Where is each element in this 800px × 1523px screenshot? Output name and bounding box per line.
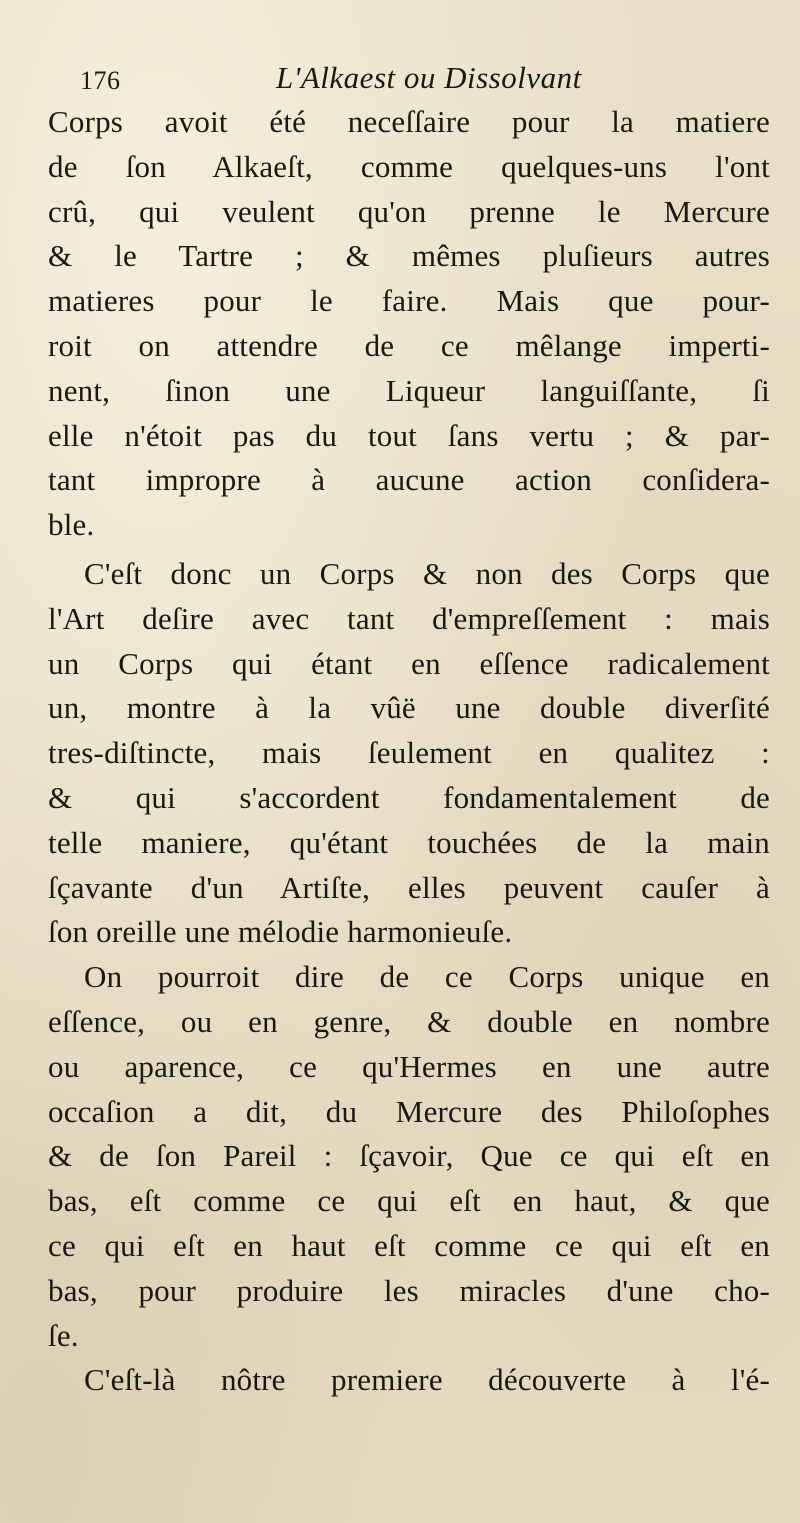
text-line: un Corps qui étant en eſſence radicalement [48,645,770,681]
text-line: tant impropre à aucune action conſidera- [48,462,770,498]
paragraph-4 [48,1358,770,1403]
text-line: On pourroit dire de ce Corps unique en [84,959,770,995]
page-number: 176 [80,66,121,95]
text-line: & qui s'accordent fondamentalement de [48,779,770,815]
body-text [48,100,770,1403]
text-line: roit on attendre de ce mêlange imperti- [48,327,770,363]
text-line: elle n'étoit pas du tout ſans vertu ; & par- [48,417,770,453]
text-line: crû, qui veulent qu'on prenne le Mercure [48,193,770,229]
text-line: tres-diſtincte, mais ſeulement en qualitez : [48,735,770,771]
text-line: & le Tartre ; & mêmes pluſieurs autres [48,238,770,274]
text-line: nent, ſinon une Liqueur languiſſante, ſi [48,372,770,408]
text-line: matieres pour le faire. Mais que pour- [48,283,770,319]
text-line: de ſon Alkaeſt, comme quelques-uns l'ont [48,148,770,184]
text-line: ou aparence, ce qu'Hermes en une autre [48,1048,770,1084]
paragraph-3 [48,955,770,1358]
text-line: occaſion a dit, du Mercure des Philoſophes [48,1093,770,1129]
text-line: bas, eſt comme ce qui eſt en haut, & que [48,1183,770,1219]
text-line: ce qui eſt en haut eſt comme ce qui eſt en [48,1227,770,1263]
text-line: bas, pour produire les miracles d'une cho- [48,1272,770,1308]
text-line: C'eſt donc un Corps & non des Corps que [84,555,770,591]
text-line: & de ſon Pareil : ſçavoir, Que ce qui eſt en [48,1138,770,1174]
text-line: Corps avoit été neceſſaire pour la matiere [48,104,770,139]
text-line: un, montre à la vûë une double diverſité [48,690,770,726]
paragraph-2 [48,552,770,955]
text-line: l'Art deſire avec tant d'empreſſement : mais [48,600,770,636]
running-title: L'Alkaest ou Dissolvant [276,60,582,95]
text-line: ble. [48,507,95,543]
running-head [58,58,758,102]
text-line: ſon oreille une mélodie harmonieuſe. [48,914,513,950]
text-line: ſe. [48,1317,79,1353]
text-line: eſſence, ou en genre, & double en nombre [48,1003,770,1039]
text-line: ſçavante d'un Artiſte, elles peuvent cauſer à [48,869,770,905]
text-line: telle maniere, qu'étant touchées de la main [48,824,770,860]
paragraph-1 [48,100,770,548]
text-line: C'eſt-là nôtre premiere découverte à l'é- [84,1362,770,1398]
